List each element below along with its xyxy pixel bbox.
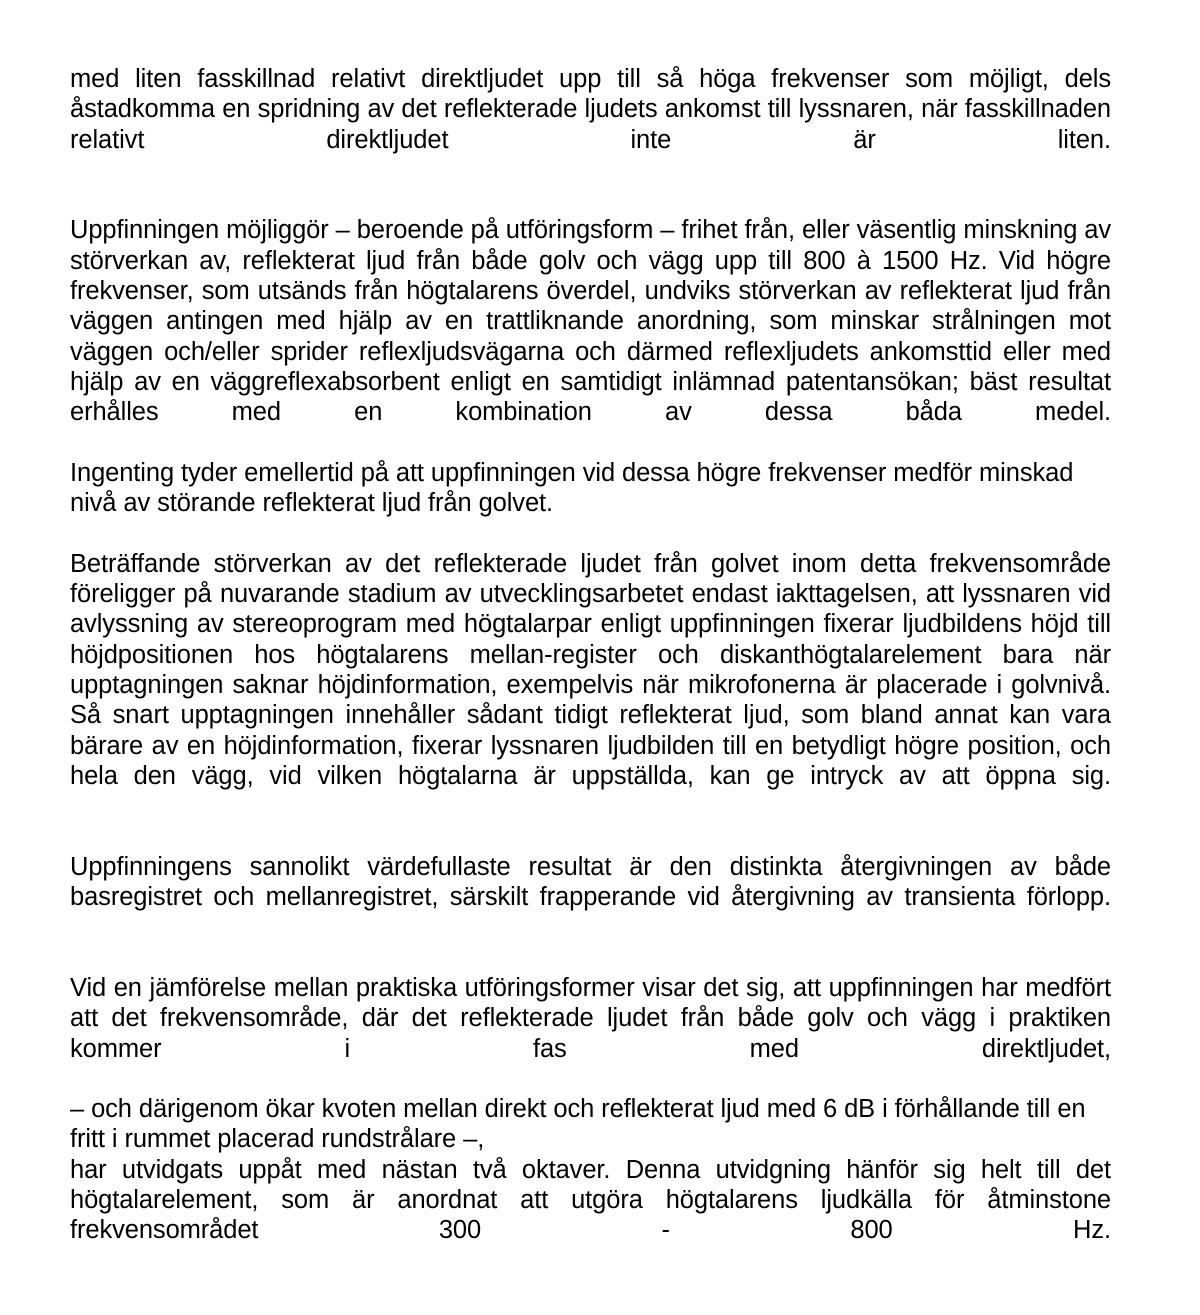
paragraph-2: Uppfinningen möjliggör – beroende på utföringsform – frihet från, eller väsentlig minskning av störverkan av, reflekterat ljud från både golv och vägg upp till 800 à 1500 Hz. Vid högre frekvenser, som utsänds från högtalarens överdel, undviks störverkan av reflekterat ljud från väggen antingen med hjälp av en trattliknande anordning, som minskar strålningen mot väggen och/eller sprider reflexljudsvägarna och därmed reflexljudets ankomsttid eller med hjälp av en väggreflexabsorbent enligt en samtidigt inlämnad patentansökan; bäst resultat erhålles med en kombination av dessa båda medel. bbox=[70, 216, 1111, 427]
paragraph-spacer bbox=[70, 821, 1111, 851]
paragraph-1: med liten fasskillnad relativt direktljudet upp till så höga frekvenser som möjligt, dels åstadkomma en spridning av det reflekterade ljudets ankomst till lyssnaren, när fasskillnaden relativt direktljudet inte är liten. bbox=[70, 65, 1111, 154]
paragraph-spacer bbox=[70, 185, 1111, 215]
paragraph-5: Uppfinningens sannolikt värdefullaste resultat är den distinkta återgivningen av både basregistret och mellanregistret, särskilt frapperande vid återgivning av transienta förlopp. bbox=[70, 852, 1111, 912]
paragraph-4: Beträffande störverkan av det reflekterade ljudet från golvet inom detta frekvensområde föreligger på nuvarande stadium av utvecklingsarbetet endast iakttagelsen, att lyssnaren vid avlyssning av stereoprogram med högtalarpar enligt uppfinningen fixerar ljudbildens höjd till höjdpositionen hos högtalarens mellan-register och diskanthögtalarelement bara när upptagningen saknar höjdinformation, exempelvis när mikrofonerna är placerade i golvnivå. Så snart upptagningen innehåller sådant tidigt reflekterat ljud, som bland annat kan vara bärare av en höjdinformation, fixerar lyssnaren ljudbilden till en betydligt högre position, och hela den vägg, vid vilken högtalarna är uppställda, kan ge intryck av att öppna sig. bbox=[70, 549, 1111, 790]
paragraph-6: Vid en jämförelse mellan praktiska utföringsformer visar det sig, att uppfinningen har medfört att det frekvensområde, där det reflekterade ljudet från både golv och vägg i praktiken kommer i fas med direktljudet, bbox=[70, 973, 1111, 1063]
paragraph-spacer bbox=[70, 518, 1111, 548]
paragraph-3: Ingenting tyder emellertid på att uppfinningen vid dessa högre frekvenser medför minskad nivå av störande reflekterat ljud från golvet. bbox=[70, 458, 1074, 518]
paragraph-7: – och därigenom ökar kvoten mellan direkt och reflekterat ljud med 6 dB i förhållande till en fritt i rummet placerad rundstrålare –, bbox=[70, 1095, 1086, 1154]
text-column bbox=[70, 64, 1111, 1276]
paragraph-spacer bbox=[70, 943, 1111, 973]
paragraph-8: har utvidgats uppåt med nästan två oktaver. Denna utvidgning hänför sig helt till det högtalarelement, som är anordnat att utgöra högtalarens ljudkälla för åtminstone frekvensområdet 300 - 800 Hz. bbox=[70, 1155, 1111, 1245]
